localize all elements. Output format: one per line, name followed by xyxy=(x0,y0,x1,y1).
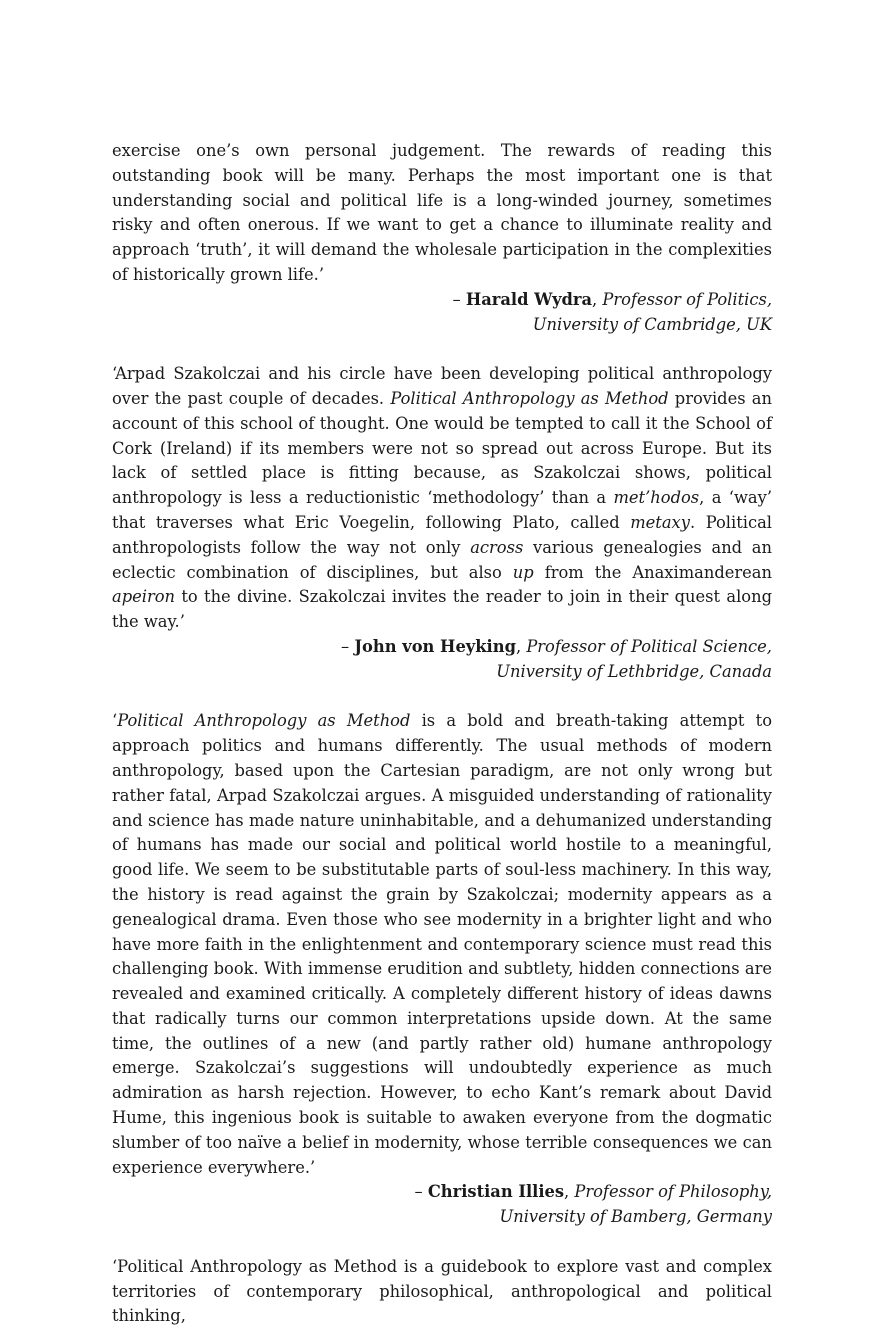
blurb-text-3: ‘Political Anthropology as Method is a bold and breath-taking attempt to approach politics and humans differently. The usual methods of modern anthropology, based upon the Cartesian paradigm, are not only wrong but rather fatal, Arpad Szakolczai argues. A misguided understanding of rationality and science has made nature uninhabitable, and a dehumanized understanding of humans has made our social and political world hostile to a meaningful, good life. We seem to be substitutable parts of soul-less machinery. In this way, the history is read against the grain by Szakolczai; modernity appears as a genealogical drama. Even those who see modernity in a brighter light and who have more faith in the enlightenment and contemporary science must read this challenging book. With immense erudition and subtlety, hidden connections are revealed and examined critically. A completely different history of ideas dawns that radically turns our common interpretations upside down. At the same time, the outlines of a new (and partly rather old) humane anthropology emerge. Szakolczai’s suggestions will undoubtedly experience as much admiration as harsh rejection. However, to echo Kant’s remark about David Hume, this ingenious book is suitable to awaken everyone from the dogmatic slumber of too naïve a belief in modernity, whose terrible consequences we can experience everywhere.’ xyxy=(112,711,772,1177)
attribution-sep: , xyxy=(592,289,603,309)
attribution-dash: – xyxy=(414,1182,428,1202)
blurb-text-1: exercise one’s own personal judgement. The rewards of reading this outstanding book will be many. Perhaps the most important one is that understanding social and political life is a long-winded journey, sometimes risky and often onerous. If we want to get a chance to illuminate reality and approach ‘truth’, it will demand the wholesale participation in the complexities of historically grown life.’ xyxy=(112,141,772,284)
author-title: Professor of Politics, xyxy=(602,289,772,309)
author-affiliation: University of Bamberg, Germany xyxy=(499,1207,772,1227)
author-name: Christian Illies xyxy=(427,1182,565,1202)
attribution-3 xyxy=(112,1180,772,1205)
page-content xyxy=(112,139,772,1329)
author-affiliation: University of Lethbridge, Canada xyxy=(496,661,772,681)
affiliation-2 xyxy=(112,660,772,685)
author-title: Professor of Political Science, xyxy=(526,636,772,656)
attribution-dash: – xyxy=(452,289,466,309)
attribution-sep: , xyxy=(564,1182,575,1202)
author-affiliation: University of Cambridge, UK xyxy=(532,314,772,334)
affiliation-1 xyxy=(112,313,772,338)
attribution-1 xyxy=(112,288,772,313)
blurb-text-2: ‘Arpad Szakolczai and his circle have been developing political anthropology over the past couple of decades. Political Anthropology as Method provides an account of this school of thought. One would be tempted to call it the School of Cork (Ireland) if its members were not so spread out across Europe. But its lack of settled place is fitting because, as Szakolczai shows, political anthropology is less a reductionistic ‘methodology’ than a met’hodos, a ‘way’ that traverses what Eric Voegelin, following Plato, called metaxy. Political anthropologists follow the way not only across various genealogies and an eclectic combination of disciplines, but also up from the Anaximanderean apeiron to the divine. Szakolczai invites the reader to join in their quest along the way.’ xyxy=(112,364,773,632)
author-name: John von Heyking xyxy=(354,636,516,656)
author-title: Professor of Philosophy, xyxy=(574,1182,772,1202)
blurb-text-4: ‘Political Anthropology as Method is a guidebook to explore vast and complex territories of contemporary philosophical, anthropological and political thinking, xyxy=(112,1256,772,1326)
author-name: Harald Wydra xyxy=(465,289,593,309)
attribution-2 xyxy=(112,635,772,660)
affiliation-3 xyxy=(112,1205,772,1230)
attribution-dash: – xyxy=(341,636,355,656)
attribution-sep: , xyxy=(515,636,527,656)
